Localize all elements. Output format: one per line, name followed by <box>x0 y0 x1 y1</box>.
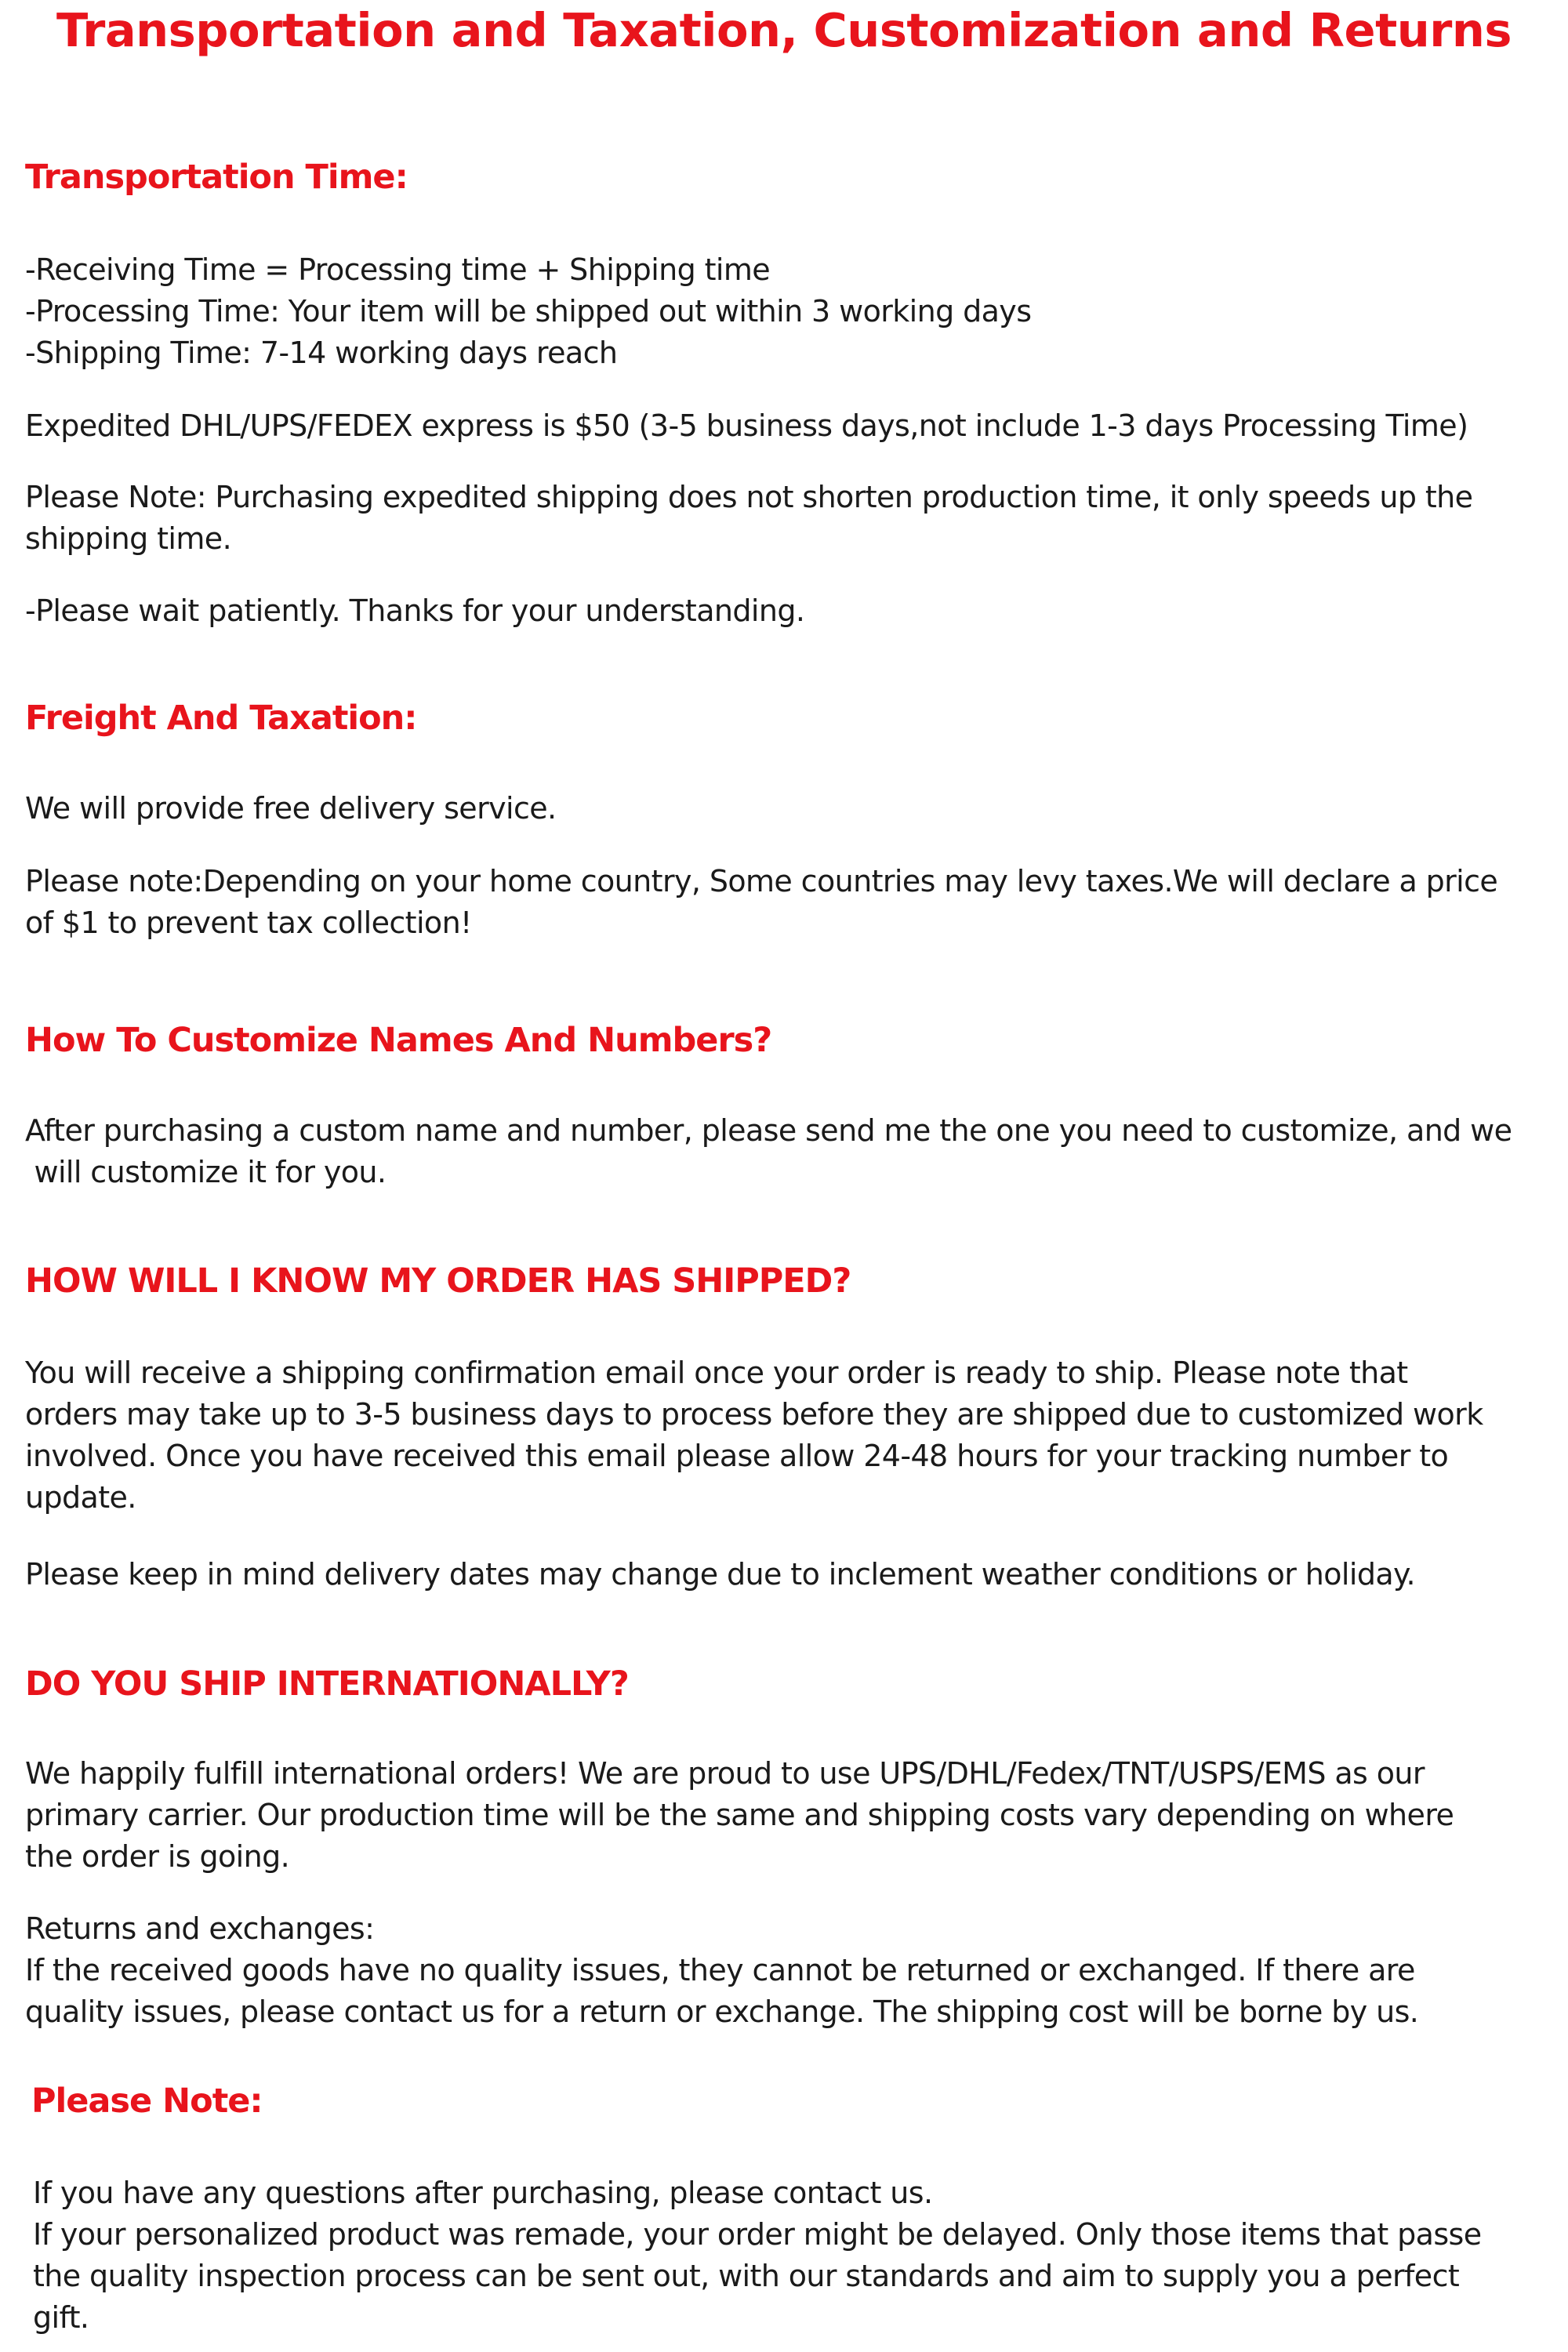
expedited-note-text <box>25 477 1558 560</box>
delivery-dates-text <box>25 1554 1558 1595</box>
returns-line-1: Returns and exchanges: <box>25 1911 375 1946</box>
please-note-text <box>33 2172 1566 2339</box>
wait-patiently-text <box>25 590 1558 632</box>
section-heading-order-shipped: HOW WILL I KNOW MY ORDER HAS SHIPPED? <box>25 1261 851 1301</box>
page-title: Transportation and Taxation, Customization and Returns <box>56 3 1512 57</box>
please-note-line-2: If your personalized product was remade, your order might be delayed. Only those items that passe <box>33 2217 1482 2252</box>
receiving-time-line: -Receiving Time = Processing time + Shipping time <box>25 252 771 287</box>
delivery-dates-line: Please keep in mind delivery dates may change due to inclement weather conditions or holiday. <box>25 1557 1415 1592</box>
transportation-time-list <box>25 249 1558 374</box>
international-line-1: We happily fulfill international orders! We are proud to use UPS/DHL/Fedex/TNT/USPS/EMS as our <box>25 1756 1425 1791</box>
international-line-2: primary carrier. Our production time will be the same and shipping costs vary depending on where <box>25 1798 1454 1832</box>
shipping-time-line: -Shipping Time: 7-14 working days reach <box>25 336 618 370</box>
returns-line-2: If the received goods have no quality issues, they cannot be returned or exchanged. If there are <box>25 1953 1415 1987</box>
expedited-shipping-text <box>25 405 1558 447</box>
expedited-note-line-2: shipping time. <box>25 521 232 556</box>
international-orders-text <box>25 1753 1558 1878</box>
customize-text <box>25 1110 1558 1193</box>
confirmation-line-2: orders may take up to 3-5 business days to process before they are shipped due to customized work <box>25 1397 1483 1432</box>
section-heading-transportation-time: Transportation Time: <box>25 158 408 197</box>
section-heading-ship-internationally: DO YOU SHIP INTERNATIONALLY? <box>25 1664 629 1704</box>
free-delivery-text <box>25 788 1558 829</box>
returns-text <box>25 1908 1558 2033</box>
tax-note-line-2: of $1 to prevent tax collection! <box>25 906 472 940</box>
section-heading-customize-names: How To Customize Names And Numbers? <box>25 1021 772 1060</box>
please-note-line-3: the quality inspection process can be sent out, with our standards and aim to supply you a perfect <box>33 2259 1460 2293</box>
tax-note-text <box>25 861 1558 944</box>
tax-note-line-1: Please note:Depending on your home country, Some countries may levy taxes.We will declare a price <box>25 864 1498 898</box>
expedited-note-line-1: Please Note: Purchasing expedited shipping does not shorten production time, it only speeds up the <box>25 480 1473 514</box>
please-note-line-1: If you have any questions after purchasing, please contact us. <box>33 2176 933 2210</box>
international-line-3: the order is going. <box>25 1839 290 1874</box>
shipping-confirmation-text <box>25 1352 1558 1519</box>
customize-line-1: After purchasing a custom name and number, please send me the one you need to customize, and we <box>25 1113 1512 1148</box>
section-heading-please-note: Please Note: <box>31 2082 263 2121</box>
confirmation-line-1: You will receive a shipping confirmation email once your order is ready to ship. Please note that <box>25 1356 1408 1390</box>
confirmation-line-3: involved. Once you have received this email please allow 24-48 hours for your tracking number to <box>25 1439 1449 1473</box>
customize-line-2: will customize it for you. <box>25 1155 387 1189</box>
section-heading-freight-and-taxation: Freight And Taxation: <box>25 699 417 738</box>
confirmation-line-4: update. <box>25 1480 136 1515</box>
please-note-line-4: gift. <box>33 2300 89 2335</box>
processing-time-line: -Processing Time: Your item will be shipped out within 3 working days <box>25 294 1032 328</box>
expedited-line: Expedited DHL/UPS/FEDEX express is $50 (3-5 business days,not include 1-3 days Processing Time) <box>25 408 1468 443</box>
wait-patiently-line: -Please wait patiently. Thanks for your understanding. <box>25 593 805 628</box>
free-delivery-line: We will provide free delivery service. <box>25 791 557 826</box>
returns-line-3: quality issues, please contact us for a return or exchange. The shipping cost will be borne by us. <box>25 1994 1419 2029</box>
